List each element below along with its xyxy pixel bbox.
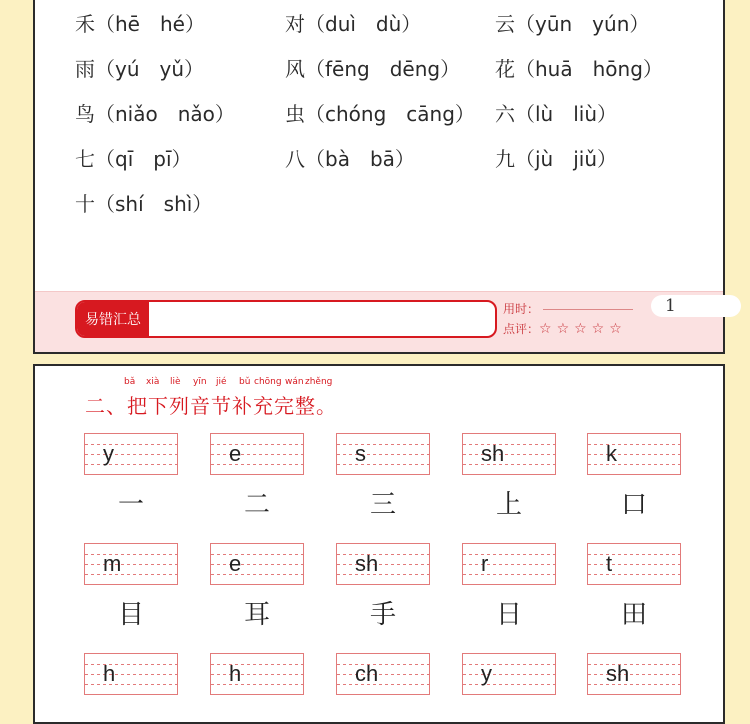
section-title: 二、把下列音节补充完整。: [85, 394, 337, 418]
rating-row: [503, 320, 627, 337]
pinyin-writing-grid[interactable]: [210, 653, 304, 695]
pinyin-writing-grid[interactable]: [84, 543, 178, 585]
hanzi-character: 一: [117, 490, 144, 520]
ruby-pinyin: xià: [146, 377, 160, 387]
pinyin-initial: t: [606, 551, 613, 576]
pinyin-initial: sh: [606, 661, 630, 686]
page-number: 1: [651, 295, 741, 317]
pinyin-pair: 虫（chóng cāng）: [285, 102, 475, 126]
pinyin-writing-grid[interactable]: [336, 653, 430, 695]
pinyin-initial: k: [606, 441, 617, 466]
ruby-pinyin: jié: [216, 377, 227, 387]
pinyin-pair: 禾（hē hé）: [75, 12, 205, 36]
time-used-label: 用时：: [503, 302, 540, 316]
error-summary-box[interactable]: [75, 300, 497, 338]
footer-band: [35, 291, 723, 352]
pinyin-writing-grid[interactable]: [210, 433, 304, 475]
pinyin-initial: s: [355, 441, 366, 466]
pinyin-pair: 对（duì dù）: [285, 12, 422, 36]
pinyin-pair: 九（jù jiǔ）: [495, 147, 618, 171]
pinyin-pair: 七（qī pī）: [75, 147, 192, 171]
time-used-line[interactable]: [543, 309, 633, 310]
ruby-pinyin: yīn: [193, 377, 207, 387]
ruby-pinyin: chōng: [254, 377, 282, 387]
pinyin-writing-grid[interactable]: [210, 543, 304, 585]
hanzi-character: 三: [369, 490, 396, 520]
pinyin-initial: sh: [481, 441, 505, 466]
pinyin-pair: 风（fēng dēng）: [285, 57, 461, 81]
hanzi-character: 耳: [243, 600, 270, 630]
pinyin-initial: y: [103, 441, 114, 466]
hanzi-character: 上: [495, 490, 522, 520]
pinyin-initial: h: [103, 661, 116, 686]
ruby-pinyin: bǔ: [239, 377, 251, 387]
pinyin-pair: 八（bà bā）: [285, 147, 415, 171]
ruby-pinyin: zhěng: [305, 377, 333, 387]
pinyin-pair: 花（huā hōng）: [495, 57, 663, 81]
hanzi-character: 二: [243, 490, 270, 520]
pinyin-pair: 鸟（niǎo nǎo）: [75, 102, 235, 126]
pinyin-pair: 云（yūn yún）: [495, 12, 650, 36]
hanzi-character: 日: [495, 600, 522, 630]
rating-label: 点评：: [503, 322, 540, 336]
pinyin-writing-grid[interactable]: [84, 433, 178, 475]
pinyin-initial: e: [229, 441, 242, 466]
pinyin-writing-grid[interactable]: [84, 653, 178, 695]
hanzi-character: 目: [117, 600, 144, 630]
pinyin-pair: 雨（yú yǔ）: [75, 57, 205, 81]
ruby-pinyin: wán: [285, 377, 304, 387]
pinyin-writing-grid[interactable]: [336, 543, 430, 585]
pinyin-writing-grid[interactable]: [587, 543, 681, 585]
hanzi-character: 口: [620, 490, 647, 520]
pinyin-initial: y: [481, 661, 492, 686]
pinyin-writing-grid[interactable]: [336, 433, 430, 475]
pinyin-initial: m: [103, 551, 122, 576]
pinyin-initial: sh: [355, 551, 379, 576]
ruby-pinyin: bǎ: [124, 377, 136, 387]
pinyin-initial: h: [229, 661, 242, 686]
pinyin-writing-grid[interactable]: [462, 653, 556, 695]
error-summary-label: 易错汇总: [77, 302, 149, 336]
rating-stars[interactable]: ☆☆☆☆☆: [539, 321, 627, 337]
exercise-card-bottom: [33, 364, 725, 724]
pinyin-pair: 十（shí shì）: [75, 192, 213, 216]
pinyin-writing-grid[interactable]: [587, 653, 681, 695]
pinyin-initial: ch: [355, 661, 379, 686]
hanzi-character: 田: [620, 600, 647, 630]
time-used-row: [503, 300, 633, 317]
ruby-pinyin: liè: [170, 377, 181, 387]
pinyin-writing-grid[interactable]: [462, 433, 556, 475]
pinyin-writing-grid[interactable]: [587, 433, 681, 475]
pinyin-initial: e: [229, 551, 242, 576]
pinyin-initial: r: [481, 551, 489, 576]
hanzi-character: 手: [369, 600, 396, 630]
exercise-card-top: [33, 0, 725, 354]
pinyin-writing-grid[interactable]: [462, 543, 556, 585]
pinyin-pair: 六（lù liù）: [495, 102, 618, 126]
